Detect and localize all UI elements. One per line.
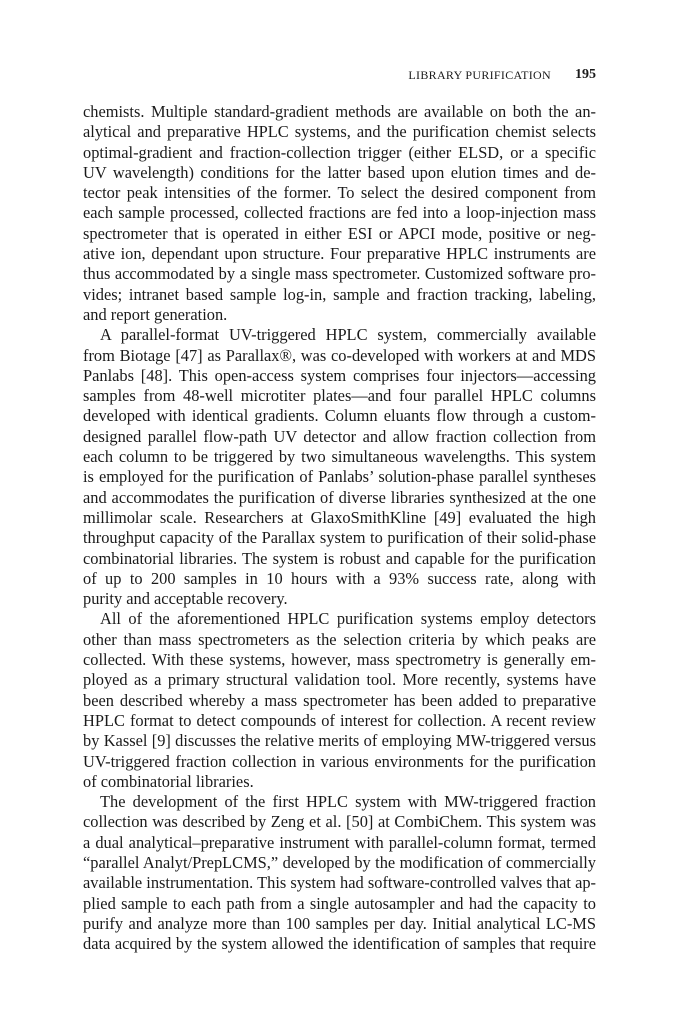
text-line: All of the aforementioned HPLC purification systems employ detectors (100, 609, 596, 629)
text-line: optimal-gradient and fraction-collection trigger (either ELSD, or a specific (83, 142, 596, 162)
text-line: by Kassel [9] discusses the relative merits of employing MW-triggered versus (83, 731, 596, 751)
text-line: each sample processed, collected fractions are fed into a loop-injection mass (83, 203, 596, 223)
text-line: from Biotage [47] as Parallax®, was co-developed with workers at and MDS (83, 345, 596, 365)
text-line: alytical and preparative HPLC systems, and the purification chemist selects (83, 122, 596, 142)
text-line: collected. With these systems, however, mass spectrometry is generally em- (83, 650, 596, 670)
text-line: ative ion, dependant upon structure. Four preparative HPLC instruments are (83, 244, 596, 264)
text-line: plied sample to each path from a single autosampler and had the capacity to (83, 893, 596, 913)
text-line: developed with identical gradients. Column eluants flow through a custom- (83, 406, 596, 426)
text-line: a dual analytical–preparative instrument with parallel-column format, termed (83, 832, 596, 852)
paragraph (83, 325, 596, 609)
text-line: throughput capacity of the Parallax system to purification of their solid-phase (83, 528, 596, 548)
text-line: each column to be triggered by two simultaneous wavelengths. This system (83, 447, 596, 467)
text-line: UV wavelength) conditions for the latter based upon elution times and de- (83, 162, 596, 182)
text-line: chemists. Multiple standard-gradient methods are available on both the an- (83, 102, 596, 121)
text-line: millimolar scale. Researchers at GlaxoSmithKline [49] evaluated the high (83, 507, 596, 527)
text-line: “parallel Analyt/PrepLCMS,” developed by the modification of commercially (83, 852, 596, 872)
text-line: ployed as a primary structural validation tool. More recently, systems have (83, 670, 596, 690)
text-line: been described whereby a mass spectrometer has been added to preparative (83, 690, 596, 710)
text-line: HPLC format to detect compounds of interest for collection. A recent review (83, 710, 596, 730)
text-line: tector peak intensities of the former. To select the desired component from (83, 183, 596, 203)
text-line: is employed for the purification of Panlabs’ solution-phase parallel syntheses (83, 467, 596, 487)
text-line: A parallel-format UV-triggered HPLC system, commercially available (100, 325, 596, 345)
text-line: and accommodates the purification of diverse libraries synthesized at the one (83, 487, 596, 507)
running-title: LIBRARY PURIFICATION (408, 68, 551, 82)
text-line: data acquired by the system allowed the identification of samples that require (83, 934, 596, 954)
paragraph (83, 609, 596, 792)
text-line: of up to 200 samples in 10 hours with a 93% success rate, along with (83, 568, 596, 588)
text-line: Panlabs [48]. This open-access system comprises four injectors—accessing (83, 365, 596, 385)
text-line: vides; intranet based sample log-in, sample and fraction tracking, labeling, (83, 284, 596, 304)
text-line: other than mass spectrometers as the selection criteria by which peaks are (83, 629, 596, 649)
text-line: combinatorial libraries. The system is robust and capable for the purification (83, 548, 596, 568)
running-header (83, 67, 596, 85)
body-text (83, 102, 596, 954)
text-line: UV-triggered fraction collection in various environments for the purification (83, 751, 596, 771)
text-line: designed parallel flow-path UV detector and allow fraction collection from (83, 426, 596, 446)
paragraph (83, 102, 596, 325)
text-line: thus accommodated by a single mass spectrometer. Customized software pro- (83, 264, 596, 284)
text-line: purity and acceptable recovery. (83, 589, 288, 609)
text-line: collection was described by Zeng et al. [50] at CombiChem. This system was (83, 812, 596, 832)
text-line: and report generation. (83, 304, 228, 324)
text-line: spectrometer that is operated in either ESI or APCI mode, positive or neg- (83, 223, 596, 243)
text-line: samples from 48-well microtiter plates—and four parallel HPLC columns (83, 386, 596, 406)
text-line: The development of the first HPLC system with MW-triggered fraction (100, 792, 596, 812)
text-line: available instrumentation. This system had software-controlled valves that ap- (83, 873, 596, 893)
paragraph (83, 792, 596, 954)
text-line: purify and analyze more than 100 samples per day. Initial analytical LC-MS (83, 913, 596, 933)
page-number: 195 (575, 67, 596, 82)
text-line: of combinatorial libraries. (83, 771, 254, 791)
